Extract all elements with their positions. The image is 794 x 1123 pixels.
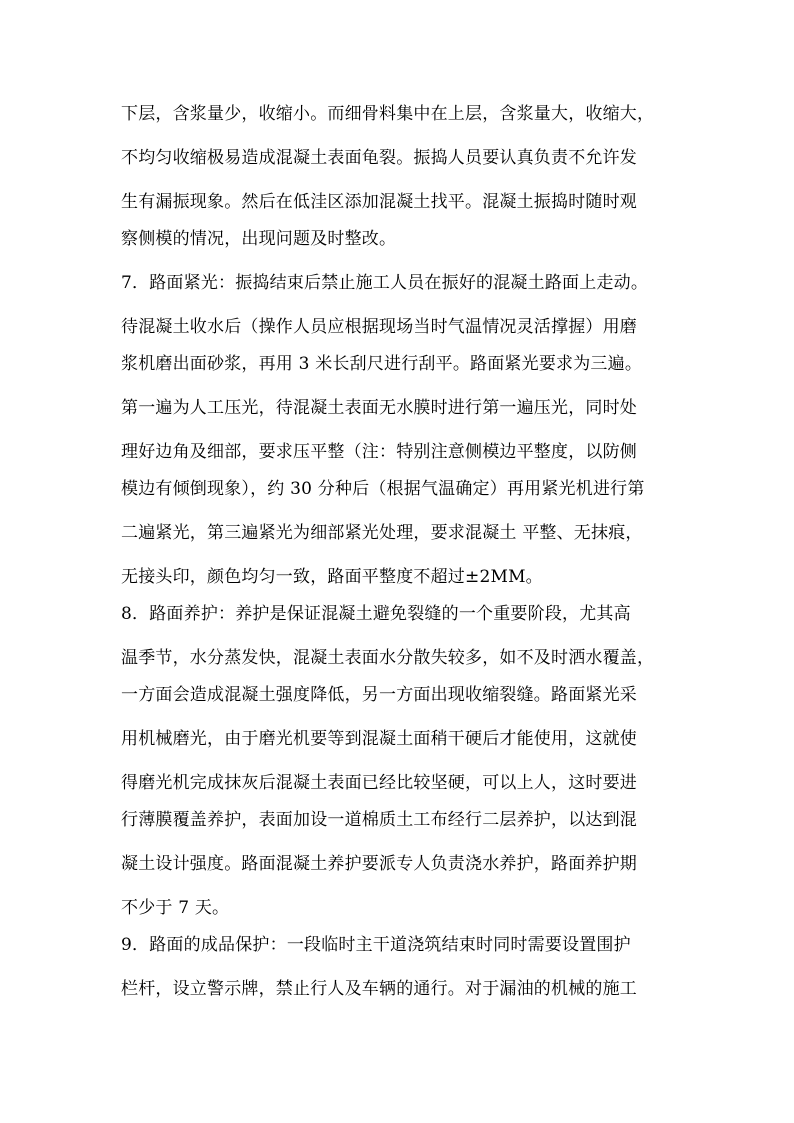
text-line: 一方面会造成混凝土强度降低，另一方面出现收缩裂缝。路面紧光采 bbox=[121, 685, 637, 705]
text-line: 凝土设计强度。路面混凝土养护要派专人负责浇水养护，路面养护期 bbox=[121, 854, 637, 874]
text-line: 行薄膜覆盖养护，表面加设一道棉质土工布经行二层养护，以达到混 bbox=[121, 810, 637, 830]
text-line: 栏杆，设立警示牌，禁止行人及车辆的通行。对于漏油的机械的施工 bbox=[121, 979, 637, 999]
text-line: 不少于 7 天。 bbox=[121, 898, 230, 918]
text-line: 下层，含浆量少，收缩小。而细骨料集中在上层，含浆量大，收缩大， bbox=[121, 104, 655, 124]
text-line: 生有漏振现象。然后在低洼区添加混凝土找平。混凝土振捣时随时观 bbox=[121, 192, 637, 212]
text-line: 浆机磨出面砂浆，再用 3 米长刮尺进行刮平。路面紧光要求为三遍。 bbox=[121, 354, 643, 374]
text-line: 第一遍为人工压光，待混凝土表面无水膜时进行第一遍压光，同时处 bbox=[121, 398, 637, 418]
text-line: 8．路面养护：养护是保证混凝土避免裂缝的一个重要阶段，尤其高 bbox=[121, 604, 631, 624]
text-line: 温季节，水分蒸发快，混凝土表面水分散失较多，如不及时洒水覆盖， bbox=[121, 648, 655, 668]
text-line: 9．路面的成品保护：一段临时主干道浇筑结束时同时需要设置围护 bbox=[121, 935, 631, 955]
text-line: 理好边角及细部，要求压平整（注：特别注意侧模边平整度，以防侧 bbox=[121, 442, 637, 462]
text-line: 得磨光机完成抹灰后混凝土表面已经比较坚硬，可以上人，这时要进 bbox=[121, 773, 637, 793]
text-line: 用机械磨光，由于磨光机要等到混凝土面稍干硬后才能使用，这就使 bbox=[121, 729, 637, 749]
text-line: 待混凝土收水后（操作人员应根据现场当时气温情况灵活撑握）用磨 bbox=[121, 317, 637, 337]
text-line: 7．路面紧光：振捣结束后禁止施工人员在振好的混凝土路面上走动。 bbox=[121, 273, 649, 293]
text-line: 二遍紧光，第三遍紧光为细部紧光处理，要求混凝土 平整、无抹痕， bbox=[121, 523, 643, 543]
text-line: 模边有倾倒现象），约 30 分种后（根据气温确定）再用紧光机进行第 bbox=[121, 479, 645, 499]
text-line: 察侧模的情况，出现问题及时整改。 bbox=[121, 229, 397, 249]
text-line: 无接头印，颜色均匀一致，路面平整度不超过±2MM。 bbox=[121, 567, 543, 587]
text-line: 不均匀收缩极易造成混凝土表面龟裂。振捣人员要认真负责不允许发 bbox=[121, 148, 637, 168]
